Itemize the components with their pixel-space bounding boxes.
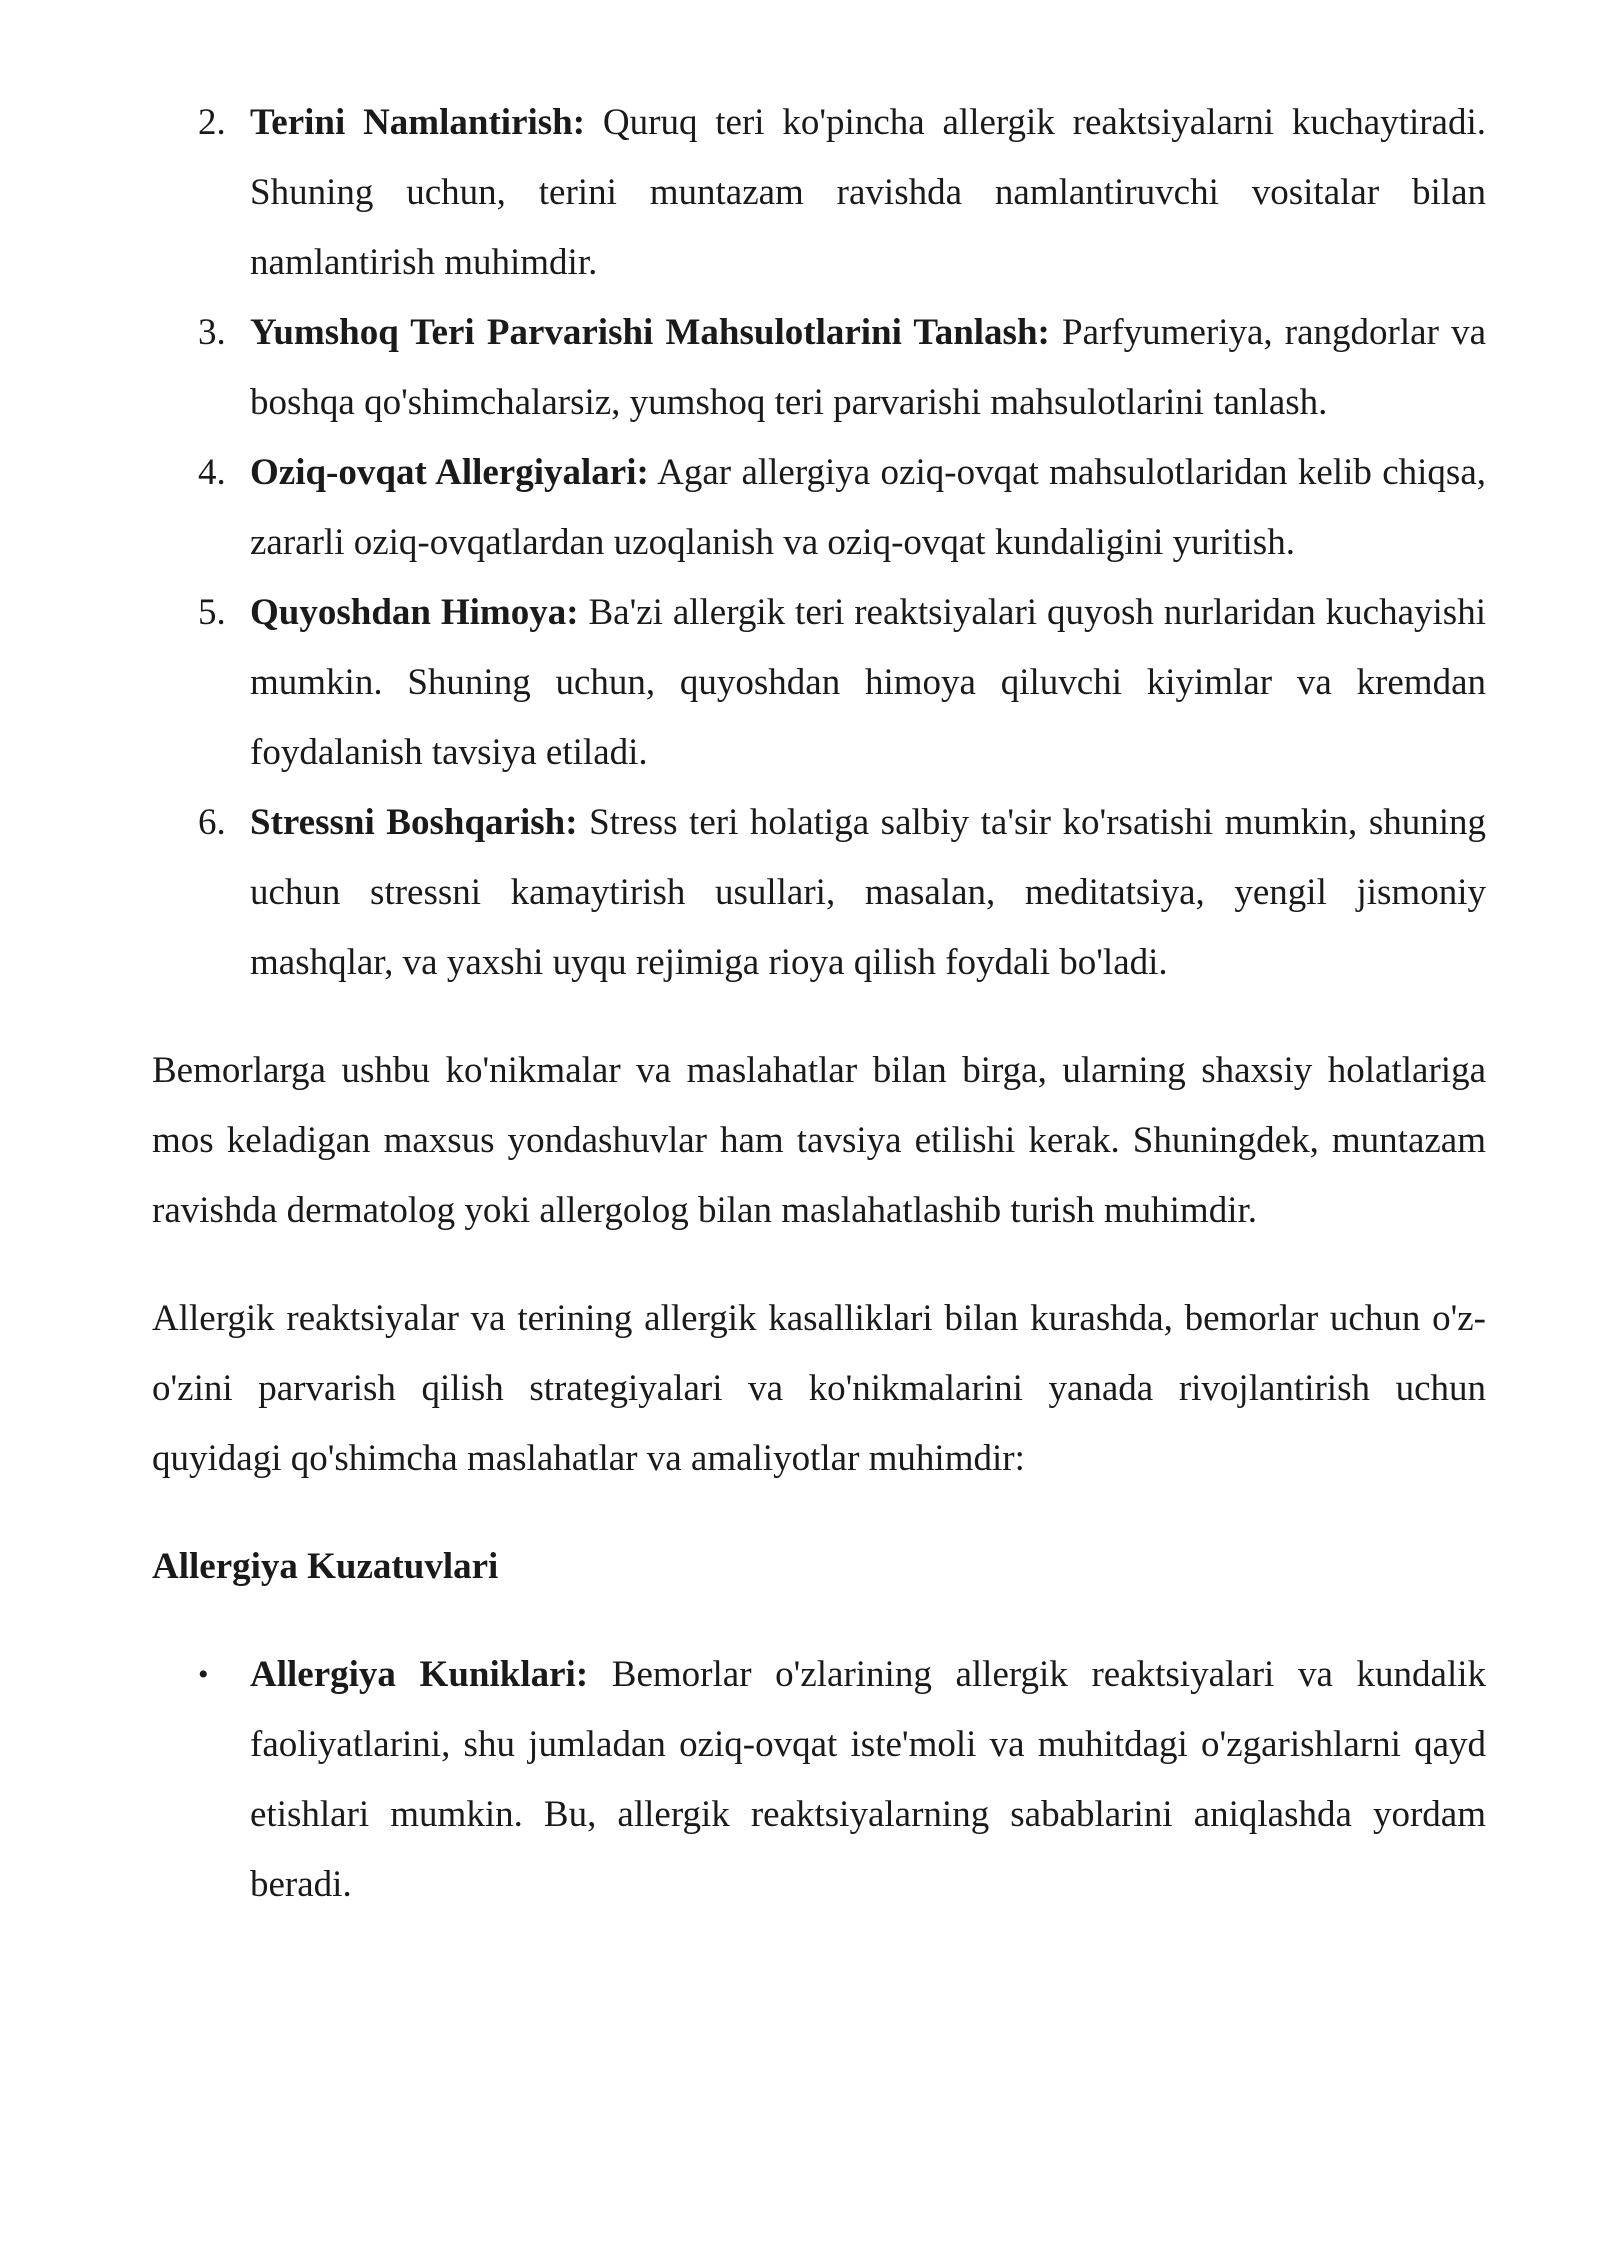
body-paragraph: Allergik reaktsiyalar va terining allergik kasalliklari bilan kurashda, bemorlar uchun o'z-o'zini parvarish qilish strategiyalari va ko'nikmalarini yanada rivojlantirish uchun quyidagi qo'shimcha maslahatlar va amaliyotlar muhimdir: bbox=[152, 1298, 1486, 1479]
list-number: 4. bbox=[198, 452, 226, 493]
list-item bbox=[152, 1640, 1486, 1920]
list-item-term: Allergiya Kuniklari: bbox=[250, 1654, 589, 1695]
list-item-term: Quyoshdan Himoya: bbox=[250, 592, 579, 633]
numbered-list bbox=[152, 88, 1486, 998]
list-item-term: Oziq-ovqat Allergiyalari: bbox=[250, 452, 649, 493]
list-item bbox=[152, 298, 1486, 438]
list-item-text: Agar allergiya oziq-ovqat mahsulotlaridan kelib chiqsa, zararli oziq-ovqatlardan uzoqlanish va oziq-ovqat kundaligini yuritish. bbox=[250, 452, 1486, 563]
document-page bbox=[152, 88, 1486, 1920]
list-item-text: Ba'zi allergik teri reaktsiyalari quyosh nurlaridan kuchayishi mumkin. Shuning uchun, quyoshdan himoya qiluvchi kiyimlar va kremdan foydalanish tavsiya etiladi. bbox=[250, 592, 1486, 773]
list-number: 2. bbox=[198, 102, 226, 143]
list-number: 5. bbox=[198, 592, 226, 633]
list-item-term: Terini Namlantirish: bbox=[250, 102, 586, 143]
list-item bbox=[152, 438, 1486, 578]
list-item-text: Parfyumeriya, rangdorlar va boshqa qo'shimchalarsiz, yumshoq teri parvarishi mahsulotlarini tanlash. bbox=[250, 312, 1486, 423]
list-item bbox=[152, 88, 1486, 298]
list-item bbox=[152, 788, 1486, 998]
section-heading: Allergiya Kuzatuvlari bbox=[152, 1546, 499, 1587]
list-item-term: Stressni Boshqarish: bbox=[250, 802, 578, 843]
body-paragraph: Bemorlarga ushbu ko'nikmalar va maslahatlar bilan birga, ularning shaxsiy holatlariga mos keladigan maxsus yondashuvlar ham tavsiya etilishi kerak. Shuningdek, muntazam ravishda dermatolog yoki allergolog bilan maslahatlashib turish muhimdir. bbox=[152, 1050, 1486, 1231]
bullet-list bbox=[152, 1640, 1486, 1920]
list-number: 6. bbox=[198, 802, 226, 843]
bullet-icon: • bbox=[198, 1658, 209, 1691]
list-item bbox=[152, 578, 1486, 788]
list-number: 3. bbox=[198, 312, 226, 353]
list-item-text: Stress teri holatiga salbiy ta'sir ko'rsatishi mumkin, shuning uchun stressni kamaytirish usullari, masalan, meditatsiya, yengil jismoniy mashqlar, va yaxshi uyqu rejimiga rioya qilish foydali bo'ladi. bbox=[250, 802, 1486, 983]
list-item-text: Quruq teri ko'pincha allergik reaktsiyalarni kuchaytiradi. Shuning uchun, terini muntazam ravishda namlantiruvchi vositalar bilan namlantirish muhimdir. bbox=[250, 102, 1486, 283]
list-item-text: Bemorlar o'zlarining allergik reaktsiyalari va kundalik faoliyatlarini, shu jumladan oziq-ovqat iste'moli va muhitdagi o'zgarishlarni qayd etishlari mumkin. Bu, allergik reaktsiyalarning sabablarini aniqlashda yordam beradi. bbox=[250, 1654, 1487, 1905]
list-item-term: Yumshoq Teri Parvarishi Mahsulotlarini Tanlash: bbox=[250, 312, 1050, 353]
